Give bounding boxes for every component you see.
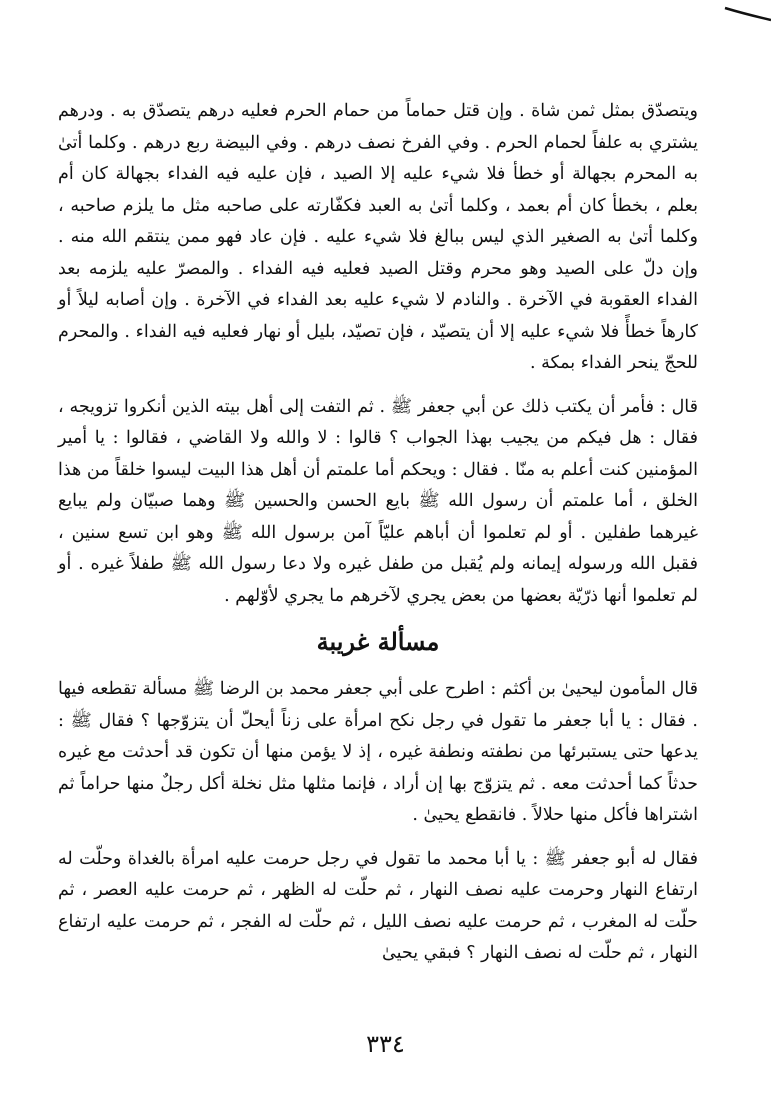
paragraph-yahya-question: قال المأمون ليحيىٰ بن أكثم : اطرح على أبي جعفر محمد بن الرضا ﷺ مسألة تقطعه فيها . فقال : يا أبا جعفر ما تقول في رجل نكح امرأة على زناً أيحلّ أن يتزوّجها ؟ فقال ﷺ : يدعها حتى يستبرئها من نطفته ونطفة غيره ، إذ لا يؤمن منها أن تكون قد أحدثت مع غيره حدثاً كما أحدثت معه . ثم يتزوّج بها إن أراد ، فإنما مثلها مثل نخلة أكل رجلٌ منها حراماً ثم اشتراها فأكل منها حلالاً . فانقطع يحيىٰ .	[58, 679, 698, 825]
page-number: ٣٣٤	[366, 1030, 405, 1058]
paragraph-abu-jafar-question: فقال له أبو جعفر ﷺ : يا أبا محمد ما تقول في رجل حرمت عليه امرأة بالغداة وحلّت له ارتفاع النهار وحرمت عليه نصف النهار ، ثم حلّت له الظهر ، ثم حرمت عليه العصر ، ثم حلّت له المغرب ، ثم حرمت عليه نصف الليل ، ثم حلّت له الفجر ، ثم حرمت عليه ارتفاع النهار ، ثم حلّت له نصف النهار ؟ فبقي يحيىٰ	[58, 848, 698, 963]
page-body	[58, 96, 698, 970]
section-heading: مسألة غريبة	[316, 627, 440, 656]
corner-scan-mark	[711, 0, 771, 22]
paragraph-mamun-address: قال : فأمر أن يكتب ذلك عن أبي جعفر ﷺ . ثم التفت إلى أهل بيته الذين أنكروا تزويجه ، فقال : هل فيكم من يجيب بهذا الجواب ؟ قالوا : لا والله ولا القاضي ، فقالوا : يا أمير المؤمنين كنت أعلم به منّا . فقال : ويحكم أما علمتم أن أهل هذا البيت ليسوا خلقاً من هذا الخلق ، أما علمتم أن رسول الله ﷺ بايع الحسن والحسين ﷺ وهما صبيّان ولم يبايع غيرهما طفلين . أو لم تعلموا أن أباهم عليّاً آمن برسول الله ﷺ وهو ابن تسع سنين ، فقبل الله ورسوله إيمانه ولم يُقبل من طفل غيره ولا دعا رسول الله ﷺ طفلاً غيره . أو لم تعلموا أنها ذرّيّة بعضها من بعض يجري لآخرهم ما يجري لأوّلهم .	[58, 396, 698, 606]
paragraph-fidya-rulings: ويتصدّق بمثل ثمن شاة . وإن قتل حماماً من حمام الحرم فعليه درهم يتصدّق به . ودرهم يشتري به علفاً لحمام الحرم . وفي الفرخ نصف درهم . وفي البيضة ربع درهم . وكلما أتىٰ به المحرم بجهالة أو خطأ فلا شيء عليه إلا الصيد ، فإن عليه فيه الفداء بجهالة كان أم بعلم ، بخطأ كان أم بعمد ، وكلما أتىٰ به العبد فكفّارته على صاحبه مثل ما يلزم صاحبه ، وكلما أتىٰ به الصغير الذي ليس ببالغ فلا شيء عليه . فإن عاد فهو ممن ينتقم الله منه . وإن دلّ على الصيد وهو محرم وقتل الصيد فعليه فيه الفداء . والمصرّ عليه يلزمه بعد الفداء العقوبة في الآخرة . والنادم لا شيء عليه بعد الفداء في الآخرة . وإن أصابه ليلاً أو كارهاً خطأً فلا شيء عليه إلا أن يتصيّد ، فإن تصيّد، بليل أو نهار فعليه فيه الفداء . والمحرم للحجّ ينحر الفداء بمكة .	[58, 101, 699, 373]
